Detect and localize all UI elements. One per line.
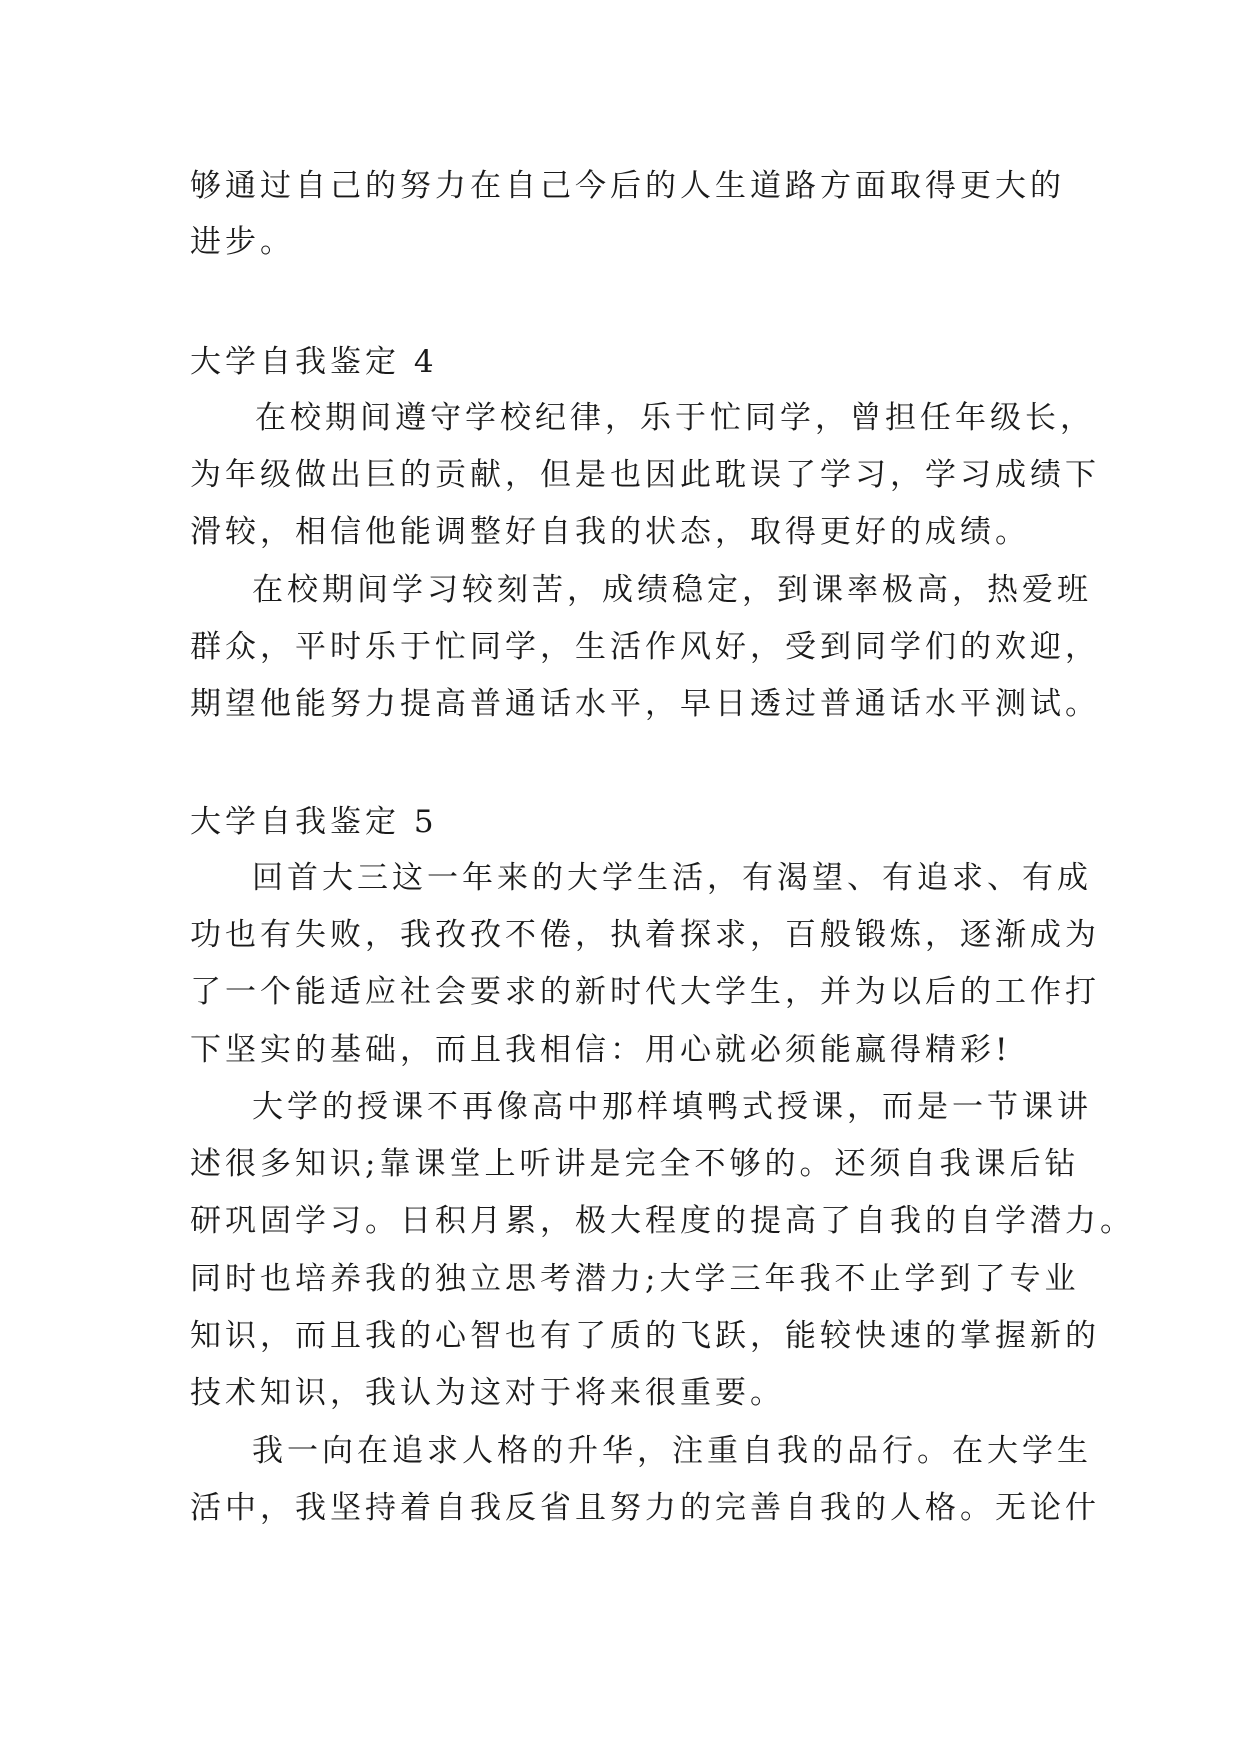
text-line: 研巩固学习。日积月累，极大程度的提高了自我的自学潜力。 [190, 1203, 1135, 1239]
text-line: 下坚实的基础，而且我相信：用心就必须能赢得精彩! [190, 1032, 1012, 1068]
section-heading-5: 大学自我鉴定 5 [190, 804, 438, 840]
text-line: 在校期间学习较刻苦，成绩稳定，到课率极高，热爱班 [252, 572, 1092, 608]
text-line: 大学的授课不再像高中那样填鸭式授课，而是一节课讲 [252, 1089, 1092, 1125]
text-line: 活中，我坚持着自我反省且努力的完善自我的人格。无论什 [190, 1490, 1100, 1526]
text-line: 我一向在追求人格的升华，注重自我的品行。在大学生 [252, 1433, 1092, 1469]
text-line: 进步。 [190, 224, 295, 260]
text-line: 述很多知识;靠课堂上听讲是完全不够的。还须自我课后钻 [190, 1146, 1080, 1182]
text-line: 技术知识，我认为这对于将来很重要。 [190, 1375, 785, 1411]
text-line: 功也有失败，我孜孜不倦，执着探求，百般锻炼，逐渐成为 [190, 917, 1100, 953]
text-line: 为年级做出巨的贡献，但是也因此耽误了学习，学习成绩下 [190, 457, 1100, 493]
text-line: 够通过自己的努力在自己今后的人生道路方面取得更大的 [190, 168, 1065, 204]
text-line: 在校期间遵守学校纪律，乐于忙同学，曾担任年级长， [255, 400, 1095, 436]
text-line: 了一个能适应社会要求的新时代大学生，并为以后的工作打 [190, 974, 1100, 1010]
text-line: 期望他能努力提高普通话水平，早日透过普通话水平测试。 [190, 686, 1100, 722]
text-line: 回首大三这一年来的大学生活，有渴望、有追求、有成 [252, 860, 1092, 896]
text-line: 群众，平时乐于忙同学，生活作风好，受到同学们的欢迎， [190, 629, 1100, 665]
text-line: 同时也培养我的独立思考潜力;大学三年我不止学到了专业 [190, 1261, 1080, 1297]
section-heading-4: 大学自我鉴定 4 [190, 344, 438, 380]
text-line: 知识，而且我的心智也有了质的飞跃，能较快速的掌握新的 [190, 1318, 1100, 1354]
text-line: 滑较，相信他能调整好自我的状态，取得更好的成绩。 [190, 514, 1030, 550]
